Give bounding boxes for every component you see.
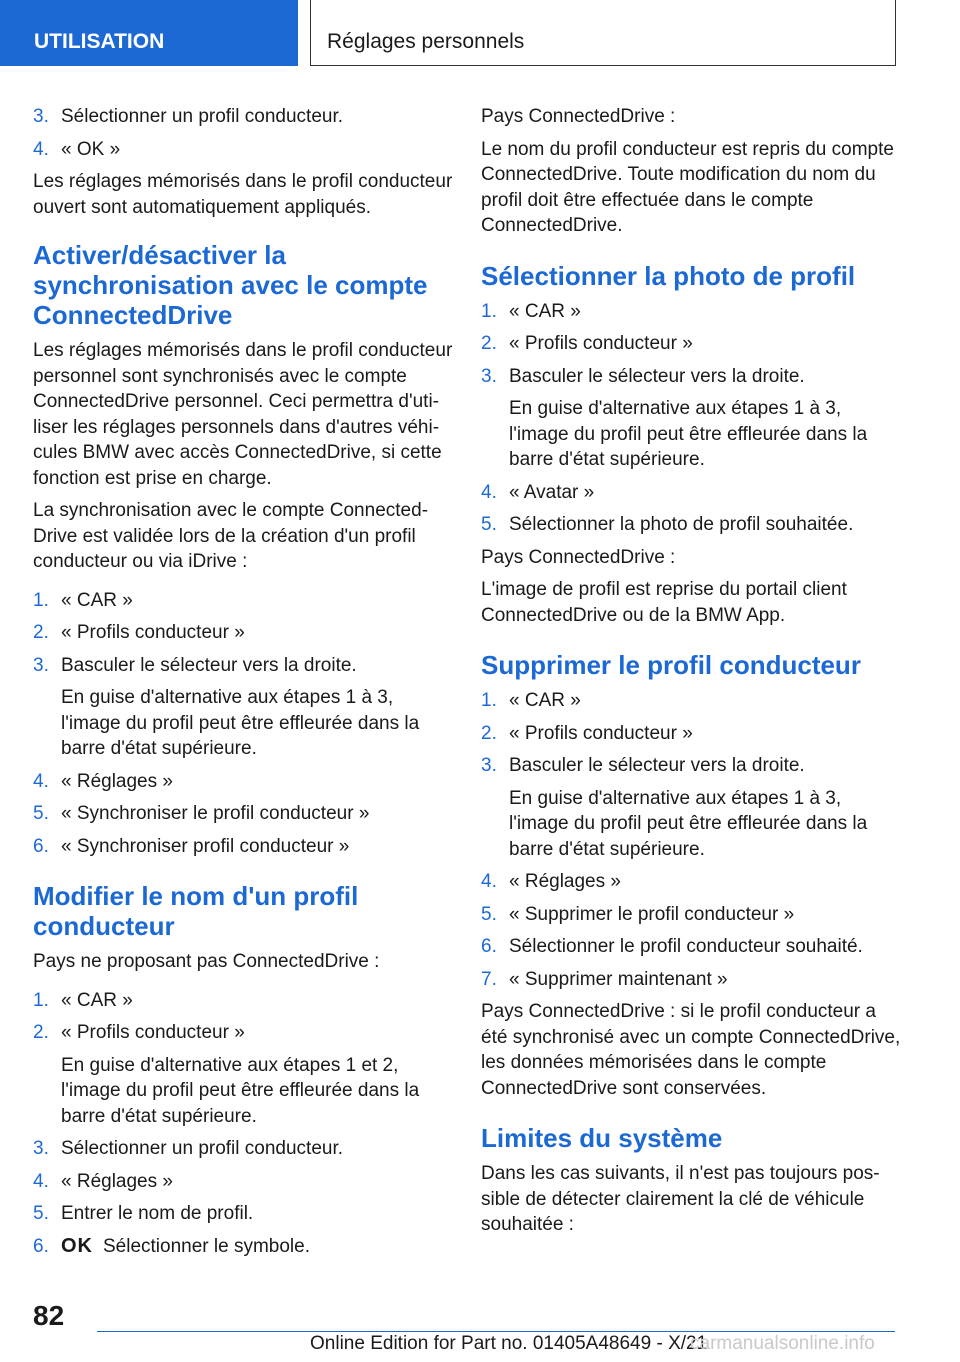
- chapter-title: Réglages personnels: [310, 0, 896, 66]
- paragraph: L'image de profil est reprise du portail client ConnectedDrive ou de la BMW App.: [481, 579, 847, 626]
- step-note: En guise d'alternative aux étapes 1 à 3, l'image du profil peut être effleurée dans la barre d'état supérieure.: [509, 398, 868, 470]
- footer-edition: Online Edition for Part no. 01405A48649 - X/21: [310, 1333, 708, 1354]
- step-note: En guise d'alternative aux étapes 1 et 2, l'image du profil peut être effleurée dans la barre d'état supérieure.: [61, 1054, 420, 1127]
- list-item: 3. Sélectionner un profil conducteur.: [33, 106, 344, 127]
- list-item: 3. Basculer le sélecteur vers la droite.: [481, 755, 805, 776]
- list-item: 5. Sélectionner la photo de profil souhaitée.: [481, 514, 854, 535]
- list-item: 1. « CAR »: [481, 300, 581, 322]
- list-item: 5. « Synchroniser le profil conducteur »: [33, 803, 370, 824]
- list-item: 1. « CAR »: [33, 989, 133, 1011]
- list-item: 4. « Réglages »: [481, 871, 621, 892]
- list-item: 3. Basculer le sélecteur vers la droite.: [481, 365, 805, 387]
- step-note: En guise d'alternative aux étapes 1 à 3, l'image du profil peut être effleurée dans la barre d'état supérieure.: [509, 787, 868, 860]
- list-item: 4. « Réglages »: [33, 1170, 173, 1192]
- list-item: 5. Entrer le nom de profil.: [33, 1203, 254, 1224]
- paragraph: Les réglages mémorisés dans le profil conducteur ouvert sont automatiquement appliqués.: [33, 171, 453, 218]
- section-heading: Activer/désactiver la synchronisation avec le compte ConnectedDrive: [33, 240, 428, 330]
- section-heading: Supprimer le profil conducteur: [481, 650, 861, 680]
- list-item: 3. Basculer le sélecteur vers la droite.: [33, 654, 357, 676]
- paragraph: Dans les cas suivants, il n'est pas toujours possible de détecter clairement la clé de véhicule souhaitée :: [481, 1163, 880, 1235]
- list-item: 6. Sélectionner le profil conducteur souhaité.: [481, 936, 863, 957]
- paragraph: Le nom du profil conducteur est repris du compte ConnectedDrive. Toute modification du nom du profil doit être effectuée dans le compte ConnectedDrive.: [481, 138, 894, 236]
- list-item: 7. « Supprimer maintenant »: [481, 968, 728, 990]
- list-item: 4. « Réglages »: [33, 770, 173, 792]
- step-note: En guise d'alternative aux étapes 1 à 3, l'image du profil peut être effleurée dans la barre d'état supérieure.: [61, 687, 420, 759]
- page-number: 82: [33, 1300, 65, 1331]
- section-heading: Sélectionner la photo de profil: [481, 260, 856, 291]
- paragraph: Pays ConnectedDrive : si le profil conducteur a été synchronisé avec un compte ConnectedDrive, les données mémorisées dans le compte ConnectedDrive sont conservées.: [481, 1001, 901, 1099]
- list-item: 2. « Profils conducteur »: [481, 333, 693, 354]
- list-item: 1. « CAR »: [33, 589, 133, 611]
- paragraph: La synchronisation avec le compte ConnectedDrive est validée lors de la création d'un profil conducteur ou via iDrive :: [33, 500, 429, 572]
- list-item: 6. « Synchroniser profil conducteur »: [33, 835, 350, 857]
- left-column: [33, 104, 453, 1266]
- paragraph: Les réglages mémorisés dans le profil conducteur personnel sont synchronisés avec le compte ConnectedDrive personnel. Ceci permettra d'utiliser les réglages personnels dans d'autres véhicules BMW avec accès ConnectedDrive, si cette fonction est prise en charge.: [33, 340, 453, 489]
- list-item: 2. « Profils conducteur »: [33, 1022, 245, 1043]
- list-item: 6. OK Sélectionner le symbole.: [33, 1234, 453, 1260]
- paragraph: Pays ne proposant pas ConnectedDrive :: [33, 951, 380, 972]
- list-item: 3. Sélectionner un profil conducteur.: [33, 1138, 344, 1159]
- paragraph: Pays ConnectedDrive :: [481, 546, 676, 568]
- section-heading: Limites du système: [481, 1123, 723, 1153]
- list-item: 1. « CAR »: [481, 690, 581, 711]
- page-header: [0, 0, 960, 66]
- list-item: 4. « OK »: [33, 138, 121, 160]
- section-heading: Modifier le nom d'un profil conducteur: [33, 881, 359, 941]
- list-item: 5. « Supprimer le profil conducteur »: [481, 903, 795, 925]
- list-item: 2. « Profils conducteur »: [481, 722, 693, 744]
- footer-divider: [97, 1331, 895, 1332]
- watermark: carmanualsonline.info: [690, 1333, 875, 1354]
- list-item: 4. « Avatar »: [481, 481, 595, 503]
- list-item: 2. « Profils conducteur »: [33, 622, 245, 643]
- ok-icon: OK: [61, 1234, 93, 1257]
- paragraph: Pays ConnectedDrive :: [481, 106, 676, 127]
- right-column: [481, 104, 901, 1245]
- section-tab: UTILISATION: [0, 0, 298, 66]
